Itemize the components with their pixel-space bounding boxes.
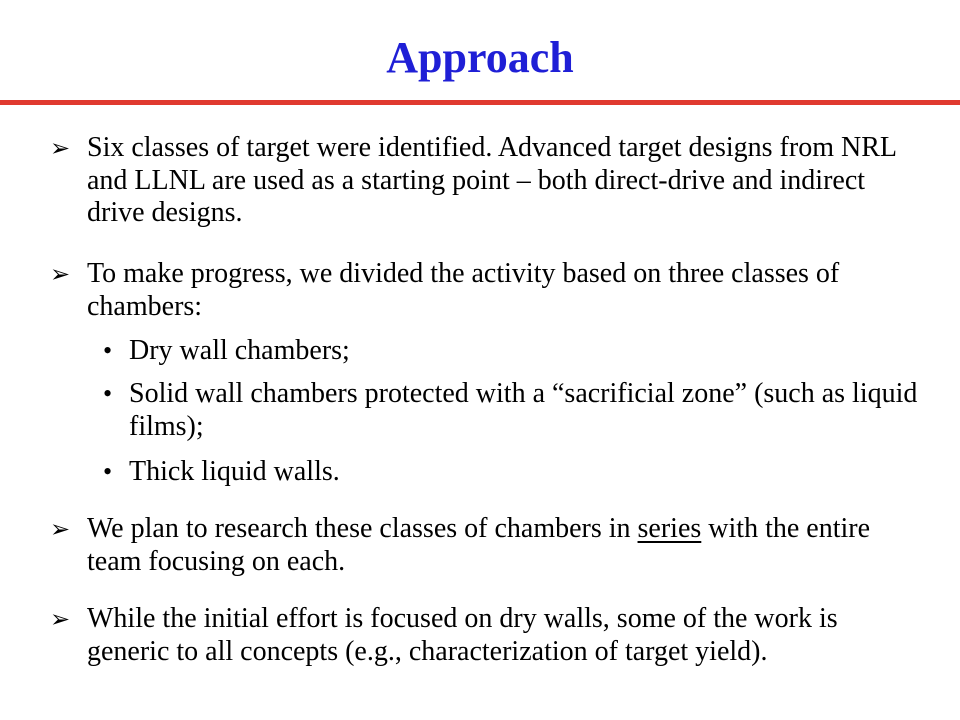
- dot-bullet-icon: •: [103, 336, 113, 365]
- list-item-text: [87, 513, 912, 578]
- list-item-text-start: We plan to research these classes of chambers in: [87, 513, 631, 544]
- list-item-text: Six classes of target were identified. Advanced target designs from NRL and LLNL are used as a starting point – both direct-drive and indirect drive designs.: [87, 132, 896, 228]
- arrow-bullet-icon: ➢: [50, 605, 71, 633]
- dot-bullet-icon: •: [103, 379, 113, 408]
- arrow-bullet-icon: ➢: [50, 260, 71, 288]
- sub-list-item-text: Solid wall chambers protected with a “sacrificial zone” (such as liquid films);: [129, 378, 918, 442]
- underlined-term: series: [637, 513, 702, 544]
- list-item-text: While the initial effort is focused on dry walls, some of the work is generic to all concepts (e.g., characterization of target yield).: [87, 603, 838, 667]
- slide-title: Approach: [386, 33, 574, 82]
- sub-list-item-text: Thick liquid walls.: [129, 456, 340, 487]
- list-item-text: To make progress, we divided the activity based on three classes of chambers:: [87, 258, 840, 322]
- title-divider: [0, 100, 960, 105]
- dot-bullet-icon: •: [103, 457, 113, 486]
- arrow-bullet-icon: ➢: [50, 515, 71, 543]
- arrow-bullet-icon: ➢: [50, 134, 71, 162]
- list-item-text-end: with the entire team focusing on each.: [87, 513, 871, 577]
- sub-list-item-text: Dry wall chambers;: [129, 335, 350, 366]
